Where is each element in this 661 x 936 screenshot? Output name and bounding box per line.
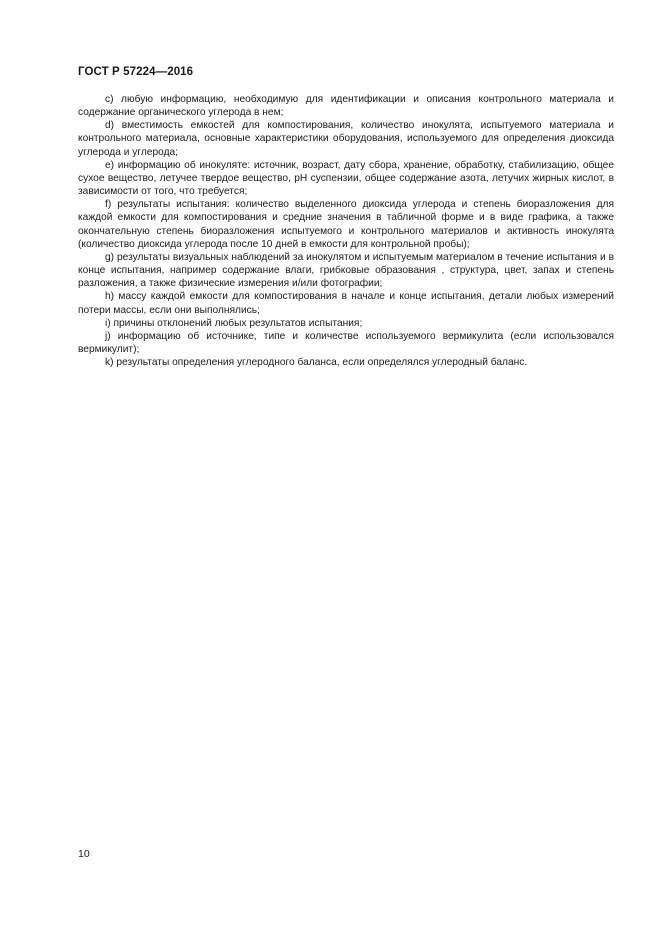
page-number: 10 [78, 848, 90, 860]
list-item-k: k) результаты определения углеродного баланса, если определялся углеродный баланс. [105, 357, 528, 369]
list-item-g: g) результаты визуальных наблюдений за инокулятом и испытуемым материалом в течение испытания и в конце испытания, например содержание влаги, грибковые образования , структура, цвет, запах и степень разложения, а также физические измерения и/или фотографии; [78, 251, 614, 290]
list-item-e: e) информацию об инокуляте: источник, возраст, дату сбора, хранение, обработку, стабилизацию, общее сухое вещество, летучее твердое вещество, pH суспензии, общее содержание азота, летучих жирных кислот, в зависимости от того, что требуется; [78, 159, 614, 198]
list-item-c: c) любую информацию, необходимую для идентификации и описания контрольного материала и содержание органического углерода в нем; [78, 94, 614, 119]
list-item-j: j) информацию об источнике, типе и количестве используемого вермикулита (если использовался вермикулит); [78, 330, 614, 355]
list-item-f: f) результаты испытания: количество выделенного диоксида углерода и степень биоразложения для каждой емкости для компостирования и средние значения в табличной форме и в виде графика, а также окончательную степень биоразложения испытуемого и контрольного материалов и активность инокулята (количество диоксида углерода после 10 дней в емкости для контрольной пробы); [78, 199, 614, 250]
standard-designation: ГОСТ Р 57224—2016 [78, 66, 194, 78]
list-item-h: h) массу каждой емкости для компостирования в начале и конце испытания, детали любых измерений потери массы, если они выполнялись; [78, 291, 614, 316]
list-item-i: i) причины отклонений любых результатов испытания; [105, 317, 363, 329]
report-items-list [78, 93, 614, 369]
list-item-d: d) вместимость емкостей для компостирования, количество инокулята, испытуемого материала и контрольного материала, основные характеристики оборудования, используемого для определения диоксида углерода и углерода; [78, 120, 614, 158]
